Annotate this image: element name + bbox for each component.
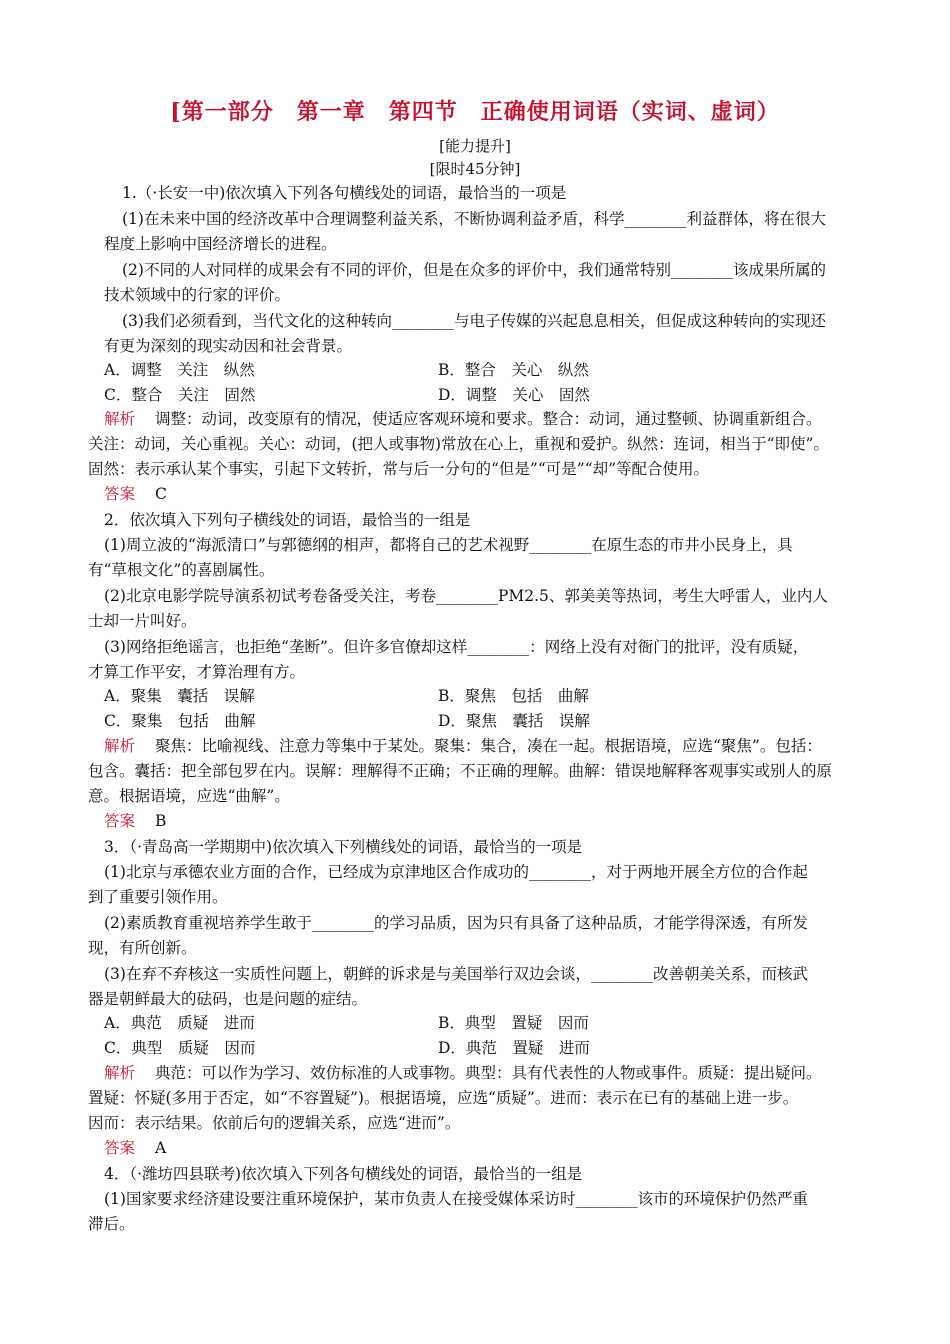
q2-option-a: A．聚集 囊括 误解	[104, 687, 255, 705]
q3-analysis-label: 解析	[104, 1064, 136, 1082]
q1-sentence-3a: (3)我们必须看到，当代文化的这种转向________与电子传媒的兴起息息相关，但促成这种转向的实现还	[122, 312, 826, 330]
q1-sentence-1b: 程度上影响中国经济增长的进程。	[104, 235, 337, 253]
q2-sentence-1b: 有“草根文化”的喜剧属性。	[88, 561, 275, 579]
q1-answer-label: 答案	[104, 485, 136, 503]
q3-answer-value: A	[155, 1139, 167, 1157]
q2-sentence-3a: (3)网络拒绝谣言，也拒绝“垄断”。但许多官僚却这样________：网络上没有对衙门的批评，没有质疑，	[104, 638, 809, 656]
q1-option-c: C．整合 关注 固然	[104, 386, 256, 404]
q1-sentence-3b: 有更为深刻的现实动因和社会背景。	[104, 337, 353, 355]
q3-answer-label: 答案	[104, 1139, 136, 1157]
q2-sentence-2a: (2)北京电影学院导演系初试考卷备受关注，考卷________PM2.5、郭美美等热词，考生大呼雷人，业内人	[104, 587, 828, 605]
q3-sentence-1b: 到了重要引领作用。	[88, 888, 228, 906]
question-2-stem: 2．依次填入下列句子横线处的词语，最恰当的一组是	[104, 511, 471, 529]
q1-analysis-label: 解析	[104, 410, 136, 428]
q2-answer-label: 答案	[104, 812, 136, 830]
q3-analysis-3: 因而：表示结果。依前后句的逻辑关系，应选“进而”。	[88, 1114, 461, 1132]
q1-sentence-2b: 技术领域中的行家的评价。	[104, 286, 291, 304]
q1-analysis-2: 关注：动词，关心重视。关心：动词，(把人或事物)常放在心上，重视和爱护。纵然：连词，相当于“即使”。	[88, 435, 829, 453]
q3-option-b: B．典型 置疑 因而	[438, 1014, 589, 1032]
q2-option-c: C．聚集 包括 曲解	[104, 712, 256, 730]
q1-option-b: B．整合 关心 纵然	[438, 361, 589, 379]
q3-sentence-3a: (3)在弃不弃核这一实质性问题上，朝鲜的诉求是与美国举行双边会谈，________改善朝美关系，而核武	[104, 965, 808, 983]
q2-analysis-1: 聚焦：比喻视线、注意力等集中于某处。聚集：集合，凑在一起。根据语境，应选“聚焦”。包括：	[155, 737, 822, 755]
q3-sentence-2b: 现，有所创新。	[88, 939, 197, 957]
q2-option-b: B．聚焦 包括 曲解	[438, 687, 589, 705]
q1-analysis-1: 调整：动词，改变原有的情况，使适应客观环境和要求。整合：动词，通过整顿、协调重新组合。	[155, 410, 822, 428]
subtitle-ability: [能力提升]	[439, 137, 511, 155]
q2-analysis-3: 意。根据语境，应选“曲解”。	[88, 787, 290, 805]
q4-sentence-1b: 滞后。	[88, 1215, 135, 1233]
q2-analysis-label: 解析	[104, 737, 136, 755]
question-3-stem: 3．（·青岛高一学期期中)依次填入下列横线处的词语，最恰当的一项是	[104, 838, 583, 856]
q3-sentence-2a: (2)素质教育重视培养学生敢于________的学习品质，因为只有具备了这种品质，才能学得深透，有所发	[104, 914, 808, 932]
q4-sentence-1a: (1)国家要求经济建设要注重环境保护，某市负责人在接受媒体采访时________该市的环境保护仍然严重	[104, 1190, 808, 1208]
q1-option-a: A．调整 关注 纵然	[104, 361, 255, 379]
q1-sentence-2a: (2)不同的人对同样的成果会有不同的评价，但是在众多的评价中，我们通常特别________该成果所属的	[122, 261, 826, 279]
question-1-stem: 1.（·长安一中)依次填入下列各句横线处的词语，最恰当的一项是	[122, 184, 567, 202]
q3-option-a: A．典范 质疑 进而	[104, 1014, 255, 1032]
q2-sentence-3b: 才算工作平安，才算治理有方。	[88, 663, 306, 681]
page-title: [第一部分 第一章 第四节 正确使用词语（实词、虚词）	[170, 99, 780, 125]
subtitle-time-limit: [限时45分钟]	[429, 160, 521, 178]
q3-analysis-1: 典范：可以作为学习、效仿标准的人或事物。典型：具有代表性的人物或事件。质疑：提出疑问。	[155, 1064, 822, 1082]
q3-sentence-3b: 器是朝鲜最大的砝码，也是问题的症结。	[88, 990, 368, 1008]
q1-option-d: D．调整 关心 固然	[438, 386, 590, 404]
q2-sentence-2b: 士却一片叫好。	[88, 612, 197, 630]
q1-analysis-3: 固然：表示承认某个事实，引起下文转折，常与后一分句的“但是”“可是”“却”等配合使用。	[88, 460, 710, 478]
q2-sentence-1a: (1)周立波的“海派清口”与郭德纲的相声，都将自己的艺术视野________在原生态的市井小民身上，具	[104, 536, 793, 554]
q3-sentence-1a: (1)北京与承德农业方面的合作，已经成为京津地区合作成功的________，对于两地开展全方位的合作起	[104, 863, 808, 881]
q2-analysis-2: 包含。囊括：把全部包罗在内。误解：理解得不正确；不正确的理解。曲解：错误地解释客观事实或别人的原	[88, 762, 833, 780]
question-4-stem: 4．（·潍坊四县联考)依次填入下列各句横线处的词语，最恰当的一组是	[104, 1165, 583, 1183]
q2-option-d: D．聚焦 囊括 误解	[438, 712, 590, 730]
q3-analysis-2: 置疑：怀疑(多用于否定，如“不容置疑”)。根据语境，应选“质疑”。进而：表示在已有的基础上进一步。	[88, 1089, 799, 1107]
q2-answer-value: B	[155, 812, 167, 830]
q3-option-d: D．典范 置疑 进而	[438, 1039, 590, 1057]
q1-sentence-1a: (1)在未来中国的经济改革中合理调整利益关系，不断协调利益矛盾，科学________利益群体，将在很大	[122, 210, 826, 228]
q1-answer-value: C	[155, 485, 167, 503]
q3-option-c: C．典型 质疑 因而	[104, 1039, 256, 1057]
